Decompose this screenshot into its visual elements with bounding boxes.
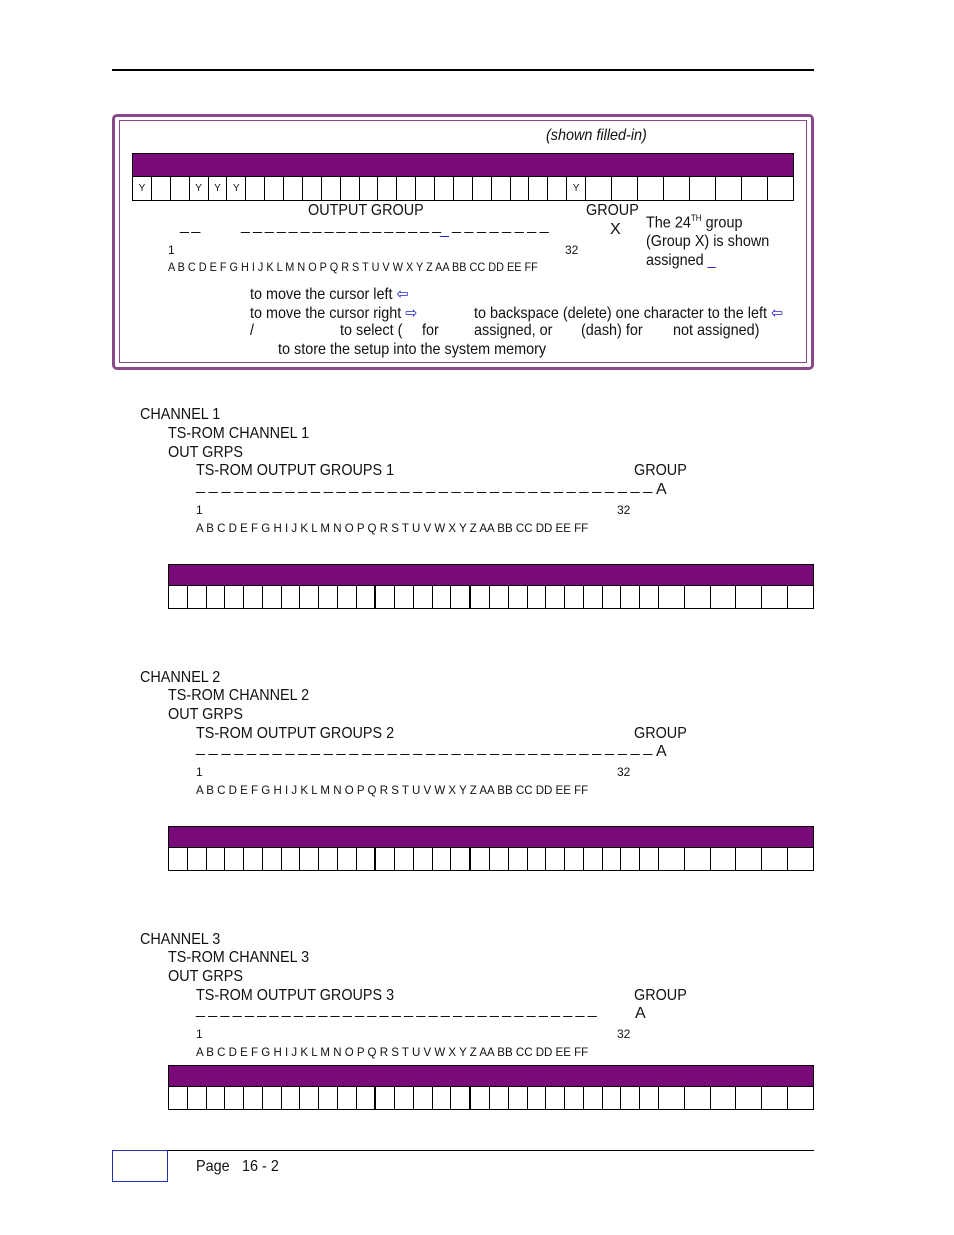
grid-header-bar — [132, 153, 794, 177]
example-grid-cell: Y — [133, 177, 152, 201]
channel-grid-cell — [565, 1087, 584, 1110]
channel-grid-cell — [546, 586, 565, 609]
channel-grid-cell — [300, 586, 319, 609]
channel-2-letters: A B C D E F G H I J K L M N O P Q R S T U V W X Y Z AA BB CC DD EE FF — [196, 783, 589, 797]
channel-3-num-first: 1 — [196, 1027, 203, 1041]
page-label: Page — [196, 1158, 230, 1175]
group-label: GROUP — [586, 202, 639, 219]
channel-grid-cell — [376, 1087, 395, 1110]
channel-1-num-last: 32 — [617, 503, 631, 517]
channel-grid-cell — [736, 1087, 762, 1110]
grid-header-bar — [168, 564, 814, 586]
channel-3-title: CHANNEL 3 — [140, 931, 221, 948]
channel-grid-cell — [584, 848, 603, 871]
output-group-label: OUTPUT GROUP — [308, 202, 424, 219]
channel-1-group-label: GROUP — [634, 462, 687, 479]
channel-grid-cell — [207, 586, 226, 609]
channel-1-group-value: A — [656, 481, 667, 498]
example-grid-cell — [473, 177, 492, 201]
header-rule — [112, 69, 814, 71]
shown-filled-in-caption: (shown filled-in) — [546, 127, 647, 144]
example-grid-cell — [548, 177, 567, 201]
channel-grid-cell — [338, 1087, 357, 1110]
example-grid-cell — [246, 177, 265, 201]
channel-grid-cell — [395, 1087, 414, 1110]
channel-1-grid — [168, 564, 814, 609]
channel-grid-cell — [621, 1087, 640, 1110]
channel-grid-cell — [528, 586, 547, 609]
channel-grid-cell — [414, 586, 433, 609]
channel-grid-cell — [509, 848, 528, 871]
channel-3-subtitle: TS-ROM CHANNEL 3 — [168, 949, 310, 966]
note-line-3: assigned _ — [646, 252, 716, 269]
channel-grid-cell — [621, 848, 640, 871]
example-grid-cell — [397, 177, 416, 201]
channel-grid-cell — [188, 1087, 207, 1110]
instr-backspace: to backspace (delete) one character to the left ⇦ — [474, 305, 784, 322]
channel-grid-cell — [451, 848, 471, 871]
channel-2-num-first: 1 — [196, 765, 203, 779]
channel-1-title: CHANNEL 1 — [140, 406, 221, 423]
channel-grid-cell — [244, 848, 263, 871]
example-grid-cell — [612, 177, 638, 201]
channel-grid-cell — [244, 586, 263, 609]
instr-store: to store the setup into the system memory — [278, 341, 547, 358]
channel-3-group-label: GROUP — [634, 987, 687, 1004]
channel-grid-cell — [376, 848, 395, 871]
channel-grid-cell — [659, 1087, 685, 1110]
channel-grid-cell — [640, 848, 659, 871]
channel-grid-cell — [659, 848, 685, 871]
channel-grid-cell — [546, 1087, 565, 1110]
example-grid-cell — [716, 177, 742, 201]
channel-grid-cell — [584, 586, 603, 609]
channel-grid-cell — [546, 848, 565, 871]
grid-cell-row — [132, 177, 794, 201]
channel-grid-cell — [188, 848, 207, 871]
example-grid-cell — [341, 177, 360, 201]
channel-grid-cell — [169, 1087, 188, 1110]
channel-2-title: CHANNEL 2 — [140, 669, 221, 686]
channel-grid-cell — [414, 848, 433, 871]
example-grid-cell: Y — [567, 177, 586, 201]
channel-grid-cell — [788, 848, 814, 871]
footer-box — [112, 1150, 168, 1182]
arrow-left-icon: ⇦ — [770, 305, 784, 322]
arrow-right-icon: ⇨ — [405, 305, 418, 322]
channel-2-out-grps: OUT GRPS — [168, 706, 243, 723]
channel-grid-cell — [225, 848, 244, 871]
channel-grid-cell — [244, 1087, 263, 1110]
channel-grid-cell — [490, 848, 509, 871]
channel-3-num-last: 32 — [617, 1027, 631, 1041]
channel-grid-cell — [207, 848, 226, 871]
channel-grid-cell — [788, 586, 814, 609]
channel-grid-cell — [640, 586, 659, 609]
channel-1-subtitle: TS-ROM CHANNEL 1 — [168, 425, 310, 442]
channel-grid-cell — [263, 586, 282, 609]
channel-grid-cell — [225, 1087, 244, 1110]
instr-move-right: to move the cursor right ⇨ — [250, 305, 418, 322]
example-grid-cell — [638, 177, 664, 201]
channel-grid-cell — [711, 586, 737, 609]
channel-grid-cell — [300, 848, 319, 871]
dashes-right: _ _ _ _ _ _ _ _ — [452, 217, 549, 234]
channel-grid-cell — [395, 848, 414, 871]
channel-grid-cell — [490, 586, 509, 609]
channel-grid-cell — [451, 1087, 471, 1110]
channel-grid-cell — [603, 848, 622, 871]
number-first: 1 — [168, 243, 175, 257]
channel-grid-cell — [603, 586, 622, 609]
channel-grid-cell — [471, 586, 490, 609]
channel-grid-cell — [711, 1087, 737, 1110]
channel-2-num-last: 32 — [617, 765, 631, 779]
channel-2-group-value: A — [656, 743, 667, 760]
channel-grid-cell — [762, 586, 788, 609]
example-grid-cell: Y — [209, 177, 228, 201]
channel-3-grid — [168, 1065, 814, 1110]
channel-3-groups: TS-ROM OUTPUT GROUPS 3 — [196, 987, 395, 1004]
channel-grid-cell — [319, 848, 338, 871]
channel-grid-cell — [509, 1087, 528, 1110]
channel-grid-cell — [685, 1087, 711, 1110]
group-value: X — [610, 221, 621, 238]
channel-grid-cell — [762, 1087, 788, 1110]
instr-move-left: to move the cursor left ⇦ — [250, 286, 409, 303]
footer-rule — [112, 1150, 814, 1151]
channel-grid-cell — [640, 1087, 659, 1110]
channel-grid-cell — [319, 586, 338, 609]
example-grid-cell: Y — [190, 177, 209, 201]
instr-assigned: assigned, or — [474, 322, 553, 339]
example-grid-cell — [768, 177, 794, 201]
example-grid-cell — [742, 177, 768, 201]
channel-grid-cell — [225, 586, 244, 609]
channel-grid-cell — [357, 586, 377, 609]
channel-grid-cell — [565, 848, 584, 871]
channel-grid-cell — [282, 586, 301, 609]
example-grid-cell — [454, 177, 473, 201]
grid-header-bar — [168, 1065, 814, 1087]
grid-cell-row — [168, 586, 814, 609]
grid-header-bar — [168, 826, 814, 848]
example-grid-cell — [171, 177, 190, 201]
example-grid-cell — [416, 177, 435, 201]
dashes-left: _ _ — [180, 217, 200, 234]
channel-grid-cell — [471, 848, 490, 871]
channel-grid-cell — [736, 848, 762, 871]
channel-grid-cell — [528, 1087, 547, 1110]
channel-grid-cell — [357, 848, 377, 871]
channel-grid-cell — [490, 1087, 509, 1110]
example-grid-cell — [435, 177, 454, 201]
channel-1-letters: A B C D E F G H I J K L M N O P Q R S T U V W X Y Z AA BB CC DD EE FF — [196, 521, 589, 535]
grid-cell-row — [168, 1087, 814, 1110]
channel-grid-cell — [338, 848, 357, 871]
page-number: 16 - 2 — [242, 1158, 279, 1175]
channel-grid-cell — [685, 586, 711, 609]
note-line-1: The 24TH group — [646, 213, 743, 232]
channel-grid-cell — [188, 586, 207, 609]
channel-grid-cell — [263, 1087, 282, 1110]
instr-slash: / — [250, 322, 255, 339]
channel-grid-cell — [414, 1087, 433, 1110]
group-letters: A B C D E F G H I J K L M N O P Q R S T U V W X Y Z AA BB CC DD EE FF — [168, 260, 538, 274]
example-grid-cell — [586, 177, 612, 201]
example-grid-cell — [322, 177, 341, 201]
example-grid-cell — [265, 177, 284, 201]
channel-grid-cell — [762, 848, 788, 871]
channel-grid-cell — [357, 1087, 377, 1110]
channel-grid-cell — [565, 586, 584, 609]
channel-grid-cell — [433, 586, 452, 609]
example-grid-cell — [529, 177, 548, 201]
channel-1-out-grps: OUT GRPS — [168, 444, 243, 461]
example-grid-cell — [511, 177, 530, 201]
channel-grid-cell — [338, 586, 357, 609]
instr-for: for — [422, 322, 439, 339]
channel-grid-cell — [433, 848, 452, 871]
channel-grid-cell — [395, 586, 414, 609]
example-grid-cell — [152, 177, 171, 201]
channel-grid-cell — [528, 848, 547, 871]
channel-1-num-first: 1 — [196, 503, 203, 517]
instr-select: to select ( — [340, 322, 403, 339]
number-last: 32 — [565, 243, 579, 257]
example-group-grid — [132, 153, 794, 201]
example-grid-cell — [664, 177, 690, 201]
channel-grid-cell — [169, 586, 188, 609]
channel-grid-cell — [169, 848, 188, 871]
channel-grid-cell — [711, 848, 737, 871]
example-grid-cell — [492, 177, 511, 201]
channel-grid-cell — [300, 1087, 319, 1110]
channel-grid-cell — [603, 1087, 622, 1110]
arrow-left-icon: ⇦ — [396, 286, 409, 303]
channel-3-letters: A B C D E F G H I J K L M N O P Q R S T U V W X Y Z AA BB CC DD EE FF — [196, 1045, 589, 1059]
channel-2-dashes: _ _ _ _ _ _ _ _ _ _ _ _ _ _ _ _ _ _ _ _ _ _ _ _ _ _ _ _ _ _ _ _ _ _ _ _ — [196, 739, 653, 756]
channel-grid-cell — [282, 848, 301, 871]
channel-grid-cell — [451, 586, 471, 609]
example-grid-cell — [360, 177, 379, 201]
channel-grid-cell — [685, 848, 711, 871]
channel-grid-cell — [263, 848, 282, 871]
channel-grid-cell — [433, 1087, 452, 1110]
instr-dash-for: (dash) for — [581, 322, 643, 339]
example-grid-cell — [690, 177, 716, 201]
channel-3-out-grps: OUT GRPS — [168, 968, 243, 985]
cursor-mark: _ — [440, 221, 449, 238]
channel-2-subtitle: TS-ROM CHANNEL 2 — [168, 687, 310, 704]
example-grid-cell — [284, 177, 303, 201]
instr-not-assigned: not assigned) — [673, 322, 760, 339]
channel-grid-cell — [471, 1087, 490, 1110]
channel-grid-cell — [659, 586, 685, 609]
channel-grid-cell — [736, 586, 762, 609]
channel-grid-cell — [319, 1087, 338, 1110]
channel-2-group-label: GROUP — [634, 725, 687, 742]
example-grid-cell — [303, 177, 322, 201]
channel-2-groups: TS-ROM OUTPUT GROUPS 2 — [196, 725, 395, 742]
channel-3-group-value: A — [635, 1005, 646, 1022]
example-grid-cell — [378, 177, 397, 201]
channel-grid-cell — [509, 586, 528, 609]
note-line-2: (Group X) is shown — [646, 233, 770, 250]
channel-grid-cell — [207, 1087, 226, 1110]
grid-cell-row — [168, 848, 814, 871]
dashes-mid: _ _ _ _ _ _ _ _ _ _ _ _ _ _ _ _ _ — [241, 217, 441, 234]
channel-3-dashes: _ _ _ _ _ _ _ _ _ _ _ _ _ _ _ _ _ _ _ _ _ _ _ _ _ _ _ _ _ _ _ _ _ — [196, 1001, 597, 1018]
channel-grid-cell — [584, 1087, 603, 1110]
channel-grid-cell — [376, 586, 395, 609]
channel-1-dashes: _ _ _ _ _ _ _ _ _ _ _ _ _ _ _ _ _ _ _ _ _ _ _ _ _ _ _ _ _ _ _ _ _ _ _ _ — [196, 477, 653, 494]
channel-2-grid — [168, 826, 814, 871]
channel-1-groups: TS-ROM OUTPUT GROUPS 1 — [196, 462, 395, 479]
example-grid-cell: Y — [227, 177, 246, 201]
channel-grid-cell — [282, 1087, 301, 1110]
channel-grid-cell — [788, 1087, 814, 1110]
channel-grid-cell — [621, 586, 640, 609]
